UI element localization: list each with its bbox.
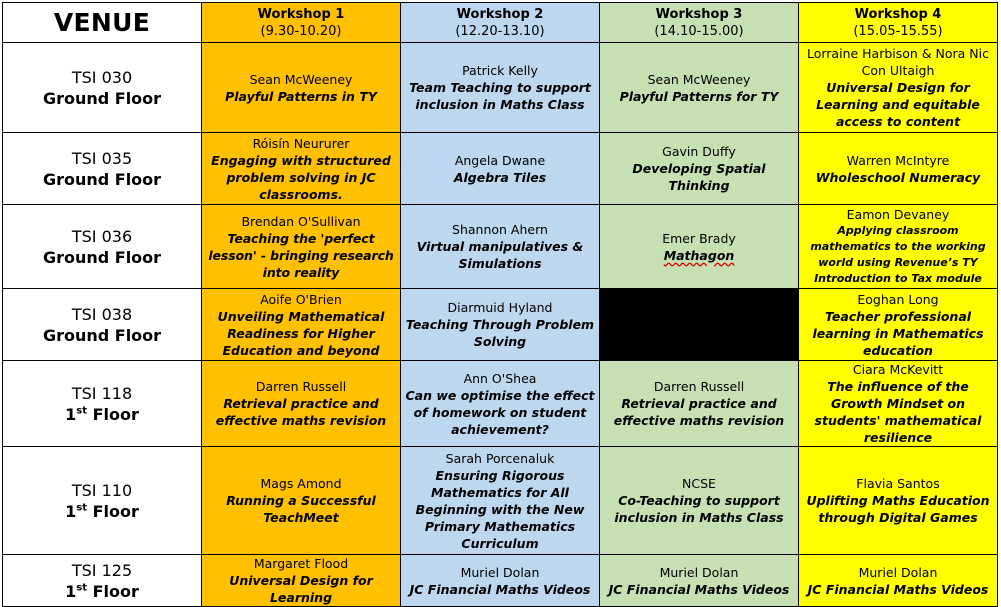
workshop-2-header	[401, 3, 600, 43]
session-title: Engaging with structured problem solving in JC classrooms.	[211, 152, 391, 202]
workshop-title: Workshop 2	[456, 6, 544, 22]
session-title: Algebra Tiles	[453, 169, 547, 185]
table-row-tsi-125	[3, 555, 998, 607]
session-cell	[401, 205, 600, 289]
presenter-name: Margaret Flood	[253, 556, 349, 571]
presenter-name: Ann O'Shea	[463, 370, 537, 386]
floor-word: Floor	[87, 581, 139, 601]
workshop-title: Workshop 4	[854, 6, 942, 22]
presenter-name: Flavia Santos	[856, 476, 940, 491]
session-title: JC Financial Maths Videos	[608, 581, 790, 597]
floor-number: 1	[65, 404, 77, 424]
presenter-name: Aoife O'Brien	[260, 291, 342, 307]
presenter-name: Darren Russell	[653, 379, 745, 394]
floor-word: Floor	[87, 404, 139, 424]
session-cell	[401, 361, 600, 447]
empty-session-cell	[600, 289, 799, 361]
session-cell	[799, 447, 998, 555]
floor-name: Ground Floor	[42, 88, 162, 108]
workshop-time: (12.20-13.10)	[455, 23, 545, 39]
floor-name	[6, 501, 198, 522]
floor-number: 1	[65, 501, 77, 521]
room-name: TSI 125	[71, 560, 133, 580]
session-cell	[202, 447, 401, 555]
presenter-name: Lorraine Harbison & Nora Nic Con Ultaigh	[806, 46, 990, 78]
session-cell	[401, 289, 600, 361]
session-cell	[799, 289, 998, 361]
venue-cell	[3, 133, 202, 205]
session-cell	[799, 361, 998, 447]
presenter-name: Patrick Kelly	[462, 63, 538, 78]
session-cell	[600, 205, 799, 289]
session-title: Applying classroom mathematics to the working world using Revenue’s TY Introduction to Tax module	[810, 224, 986, 285]
presenter-name: Brendan O'Sullivan	[241, 213, 361, 229]
session-title: Ensuring Rigorous Mathematics for All Beginning with the New Primary Mathematics Curriculum	[415, 467, 585, 551]
presenter-name: Warren McIntyre	[846, 152, 950, 168]
presenter-name: Sean McWeeney	[249, 71, 353, 87]
session-title: Playful Patterns for TY	[619, 88, 779, 104]
floor-name: Ground Floor	[42, 325, 162, 345]
session-title: Running a Successful TeachMeet	[226, 493, 376, 525]
presenter-name: Sean McWeeney	[647, 71, 751, 87]
session-title: Co-Teaching to support inclusion in Maths Class	[614, 493, 784, 525]
venue-cell	[3, 555, 202, 607]
presenter-name: Angela Dwane	[454, 152, 546, 168]
session-cell	[799, 555, 998, 607]
session-cell	[202, 133, 401, 205]
table-row-tsi-036	[3, 205, 998, 289]
floor-word: Floor	[87, 501, 139, 521]
session-title: Retrieval practice and effective maths revision	[215, 396, 387, 428]
floor-name	[6, 581, 198, 602]
session-cell	[799, 133, 998, 205]
workshop-1-header	[202, 3, 401, 43]
session-title: Playful Patterns in TY	[225, 88, 377, 104]
presenter-name: Gavin Duffy	[662, 144, 736, 159]
room-name: TSI 038	[71, 304, 133, 324]
session-cell	[600, 133, 799, 205]
venue-header: VENUE	[3, 3, 202, 43]
workshop-3-header	[600, 3, 799, 43]
session-cell	[799, 43, 998, 133]
presenter-name: Mags Amond	[260, 476, 342, 491]
presenter-name: Eoghan Long	[857, 291, 939, 307]
session-title: Team Teaching to support inclusion in Maths Class	[409, 80, 591, 112]
room-name: TSI 036	[71, 226, 133, 246]
session-cell	[202, 205, 401, 289]
table-row-tsi-030	[3, 43, 998, 133]
session-title: Universal Design for Learning	[229, 573, 373, 605]
presenter-name: NCSE	[682, 476, 716, 491]
venue-cell	[3, 43, 202, 133]
workshop-time: (14.10-15.00)	[654, 23, 744, 39]
workshop-schedule-table	[2, 2, 998, 607]
session-title: Mathagon	[663, 247, 735, 263]
session-cell	[202, 361, 401, 447]
session-title: Teaching Through Problem Solving	[405, 317, 595, 349]
presenter-name: Diarmuid Hyland	[447, 300, 553, 315]
floor-ordinal: st	[76, 502, 87, 514]
session-title: The influence of the Growth Mindset on students' mathematical resilience	[814, 379, 982, 445]
floor-ordinal: st	[76, 405, 87, 417]
session-cell	[799, 205, 998, 289]
table-row-tsi-118	[3, 361, 998, 447]
session-title: JC Financial Maths Videos	[807, 581, 989, 597]
venue-cell	[3, 205, 202, 289]
presenter-name: Muriel Dolan	[858, 564, 938, 580]
room-name: TSI 110	[71, 480, 133, 500]
presenter-name: Shannon Ahern	[452, 222, 548, 237]
workshop-title: Workshop 1	[257, 6, 345, 22]
presenter-name: Darren Russell	[255, 379, 347, 394]
room-name: TSI 118	[71, 383, 133, 403]
session-title: Teacher professional learning in Mathematics education	[812, 308, 984, 358]
session-cell	[202, 555, 401, 607]
presenter-name: Muriel Dolan	[659, 564, 739, 580]
session-cell	[600, 361, 799, 447]
floor-number: 1	[65, 581, 77, 601]
presenter-name: Ciara McKevitt	[852, 362, 944, 377]
session-title: Teaching the 'perfect lesson' - bringing research into reality	[208, 230, 394, 280]
floor-name	[6, 404, 198, 425]
room-name: TSI 030	[71, 67, 133, 87]
session-title: Wholeschool Numeracy	[815, 169, 981, 185]
floor-ordinal: st	[76, 582, 87, 594]
floor-name: Ground Floor	[42, 247, 162, 267]
session-title: Virtual manipulatives & Simulations	[416, 239, 584, 271]
workshop-title: Workshop 3	[655, 6, 743, 22]
presenter-name: Muriel Dolan	[460, 564, 540, 580]
workshop-time: (9.30-10.20)	[260, 23, 342, 39]
presenter-name: Róisín Neururer	[252, 135, 350, 151]
session-cell	[401, 555, 600, 607]
venue-cell	[3, 447, 202, 555]
session-title: Can we optimise the effect of homework on student achievement?	[405, 387, 595, 437]
session-title: Developing Spatial Thinking	[632, 161, 766, 193]
presenter-name: Sarah Porcenaluk	[445, 450, 555, 466]
header-row	[3, 3, 998, 43]
workshop-4-header	[799, 3, 998, 43]
floor-name: Ground Floor	[42, 169, 162, 189]
session-title: Uplifting Maths Education through Digital Games	[806, 493, 990, 525]
venue-cell	[3, 289, 202, 361]
presenter-name: Eamon Devaney	[846, 207, 950, 222]
session-title: Unveiling Mathematical Readiness for Higher Education and beyond	[217, 308, 385, 358]
session-cell	[202, 289, 401, 361]
session-cell	[401, 447, 600, 555]
session-title: JC Financial Maths Videos	[409, 581, 591, 597]
workshop-time: (15.05-15.55)	[853, 23, 943, 39]
venue-cell	[3, 361, 202, 447]
session-cell	[202, 43, 401, 133]
table-row-tsi-038	[3, 289, 998, 361]
session-cell	[600, 555, 799, 607]
session-cell	[401, 133, 600, 205]
session-title: Universal Design for Learning and equitable access to content	[816, 80, 980, 129]
session-title: Retrieval practice and effective maths revision	[613, 396, 785, 428]
room-name: TSI 035	[71, 148, 133, 168]
table-row-tsi-110	[3, 447, 998, 555]
session-cell	[600, 43, 799, 133]
session-cell	[600, 447, 799, 555]
session-cell	[401, 43, 600, 133]
table-row-tsi-035	[3, 133, 998, 205]
presenter-name: Emer Brady	[662, 230, 736, 246]
